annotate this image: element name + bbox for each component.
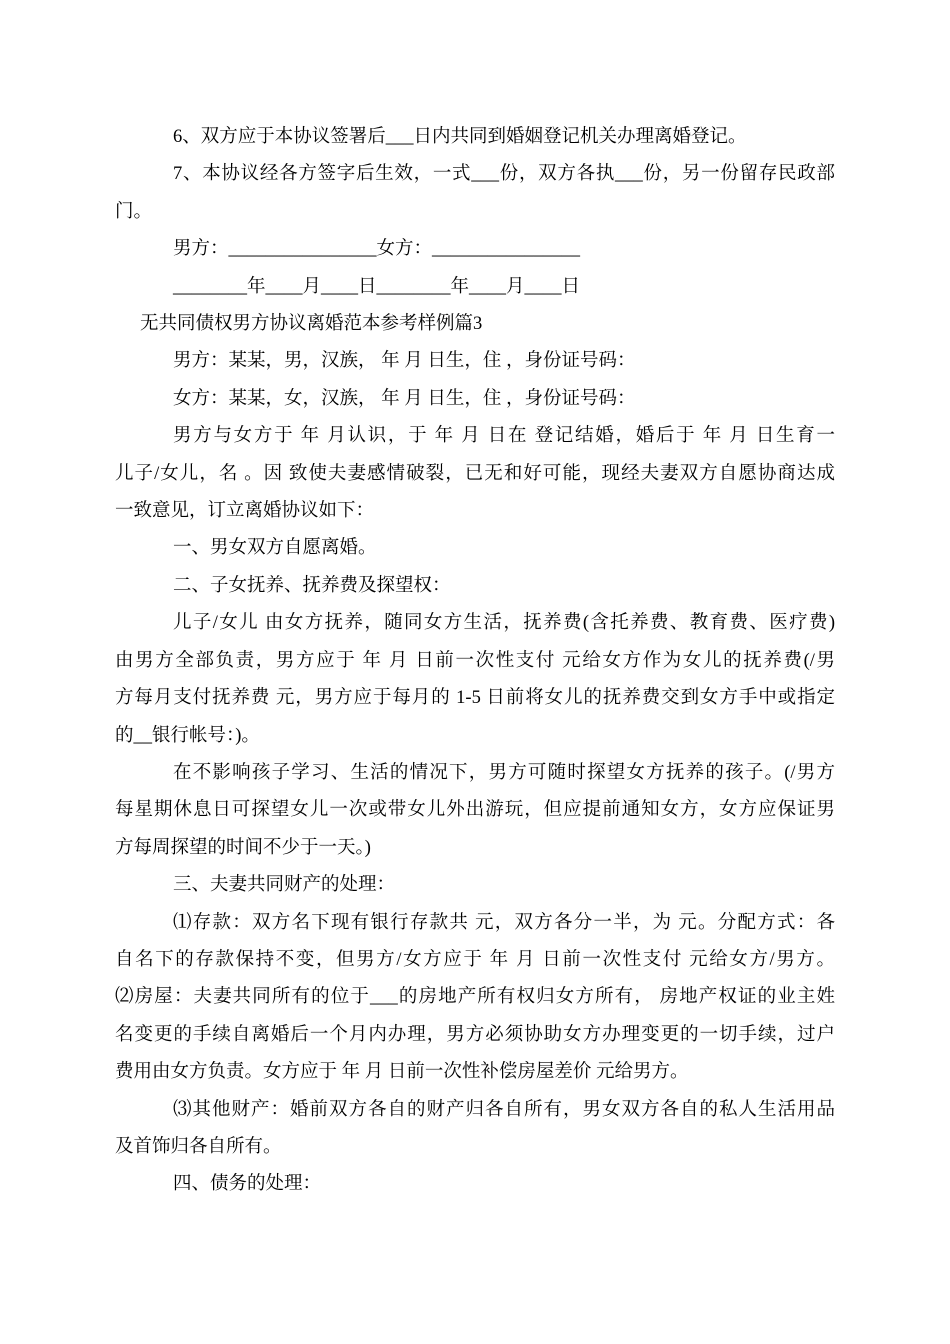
article-3-heading: 三、夫妻共同财产的处理：: [173, 875, 396, 896]
article-1: [115, 530, 835, 567]
document-body: [115, 119, 835, 1204]
article-3-para-3-line-1: ⑶其他财产：婚前双方各自的财产归各自所有，男女双方各自的私人生活用品: [173, 1099, 835, 1120]
clause-7: [115, 156, 835, 231]
preamble: [115, 418, 835, 530]
article-3-para-1-line-2: 自名下的存款保持不变，但男方/女方应于 年 月 日前一次性支付 元给女方/男方。: [115, 949, 835, 970]
article-3: [115, 867, 835, 1166]
signature-date-line: ________年____月____日________年____月____日: [173, 276, 581, 297]
party-female: 女方：某某，女，汉族， 年 月 日生，住 ，身份证号码：: [173, 388, 636, 409]
preamble-line-2: 儿子/女儿，名 。因 致使夫妻感情破裂，已无和好可能，现经夫妻双方自愿协商达成: [115, 463, 835, 484]
article-2-para-1-line-4: 的__银行帐号：)。: [115, 725, 260, 746]
article-2-para-1-line-1: 儿子/女儿 由女方抚养，随同女方生活，抚养费(含托养费、教育费、医疗费): [173, 613, 835, 634]
article-2-para-visitation: [115, 755, 835, 867]
article-1-heading: 一、男女双方自愿离婚。: [173, 538, 377, 559]
clause-6-line-1: 6、双方应于本协议签署后___日内共同到婚姻登记机关办理离婚登记。: [173, 127, 747, 147]
article-3-para-housing: [115, 979, 835, 1091]
article-4-heading: 四、债务的处理：: [173, 1174, 322, 1195]
preamble-line-3: 一致意见，订立离婚协议如下：: [115, 501, 375, 522]
parties: [115, 343, 835, 418]
party-male: 男方：某某，男，汉族， 年 月 日生，住 ，身份证号码：: [173, 351, 636, 372]
article-2-para-2-line-2: 每星期休息日可探望女儿一次或带女儿外出游玩，但应提前通知女方，女方应保证男: [115, 800, 835, 821]
article-2-heading: 二、子女抚养、抚养费及探望权：: [173, 575, 451, 596]
article-2-para-2-line-1: 在不影响孩子学习、生活的情况下，男方可随时探望女方抚养的孩子。(/男方: [173, 762, 835, 783]
article-3-para-2-line-2: 名变更的手续自离婚后一个月内办理，男方必须协助女方办理变更的一切手续，过户: [115, 1024, 835, 1045]
article-2-para-1-line-2: 由男方全部负责，男方应于 年 月 日前一次性支付 元给女方作为女儿的抚养费(/男: [115, 650, 835, 671]
signature-block: [115, 231, 835, 306]
clause-7-line-1: 7、本协议经各方签字后生效，一式___份，双方各执___份，另一份留存民政部: [173, 164, 835, 185]
article-2-para-custody: [115, 605, 835, 755]
article-3-para-2-line-1: ⑵房屋：夫妻共同所有的位于___的房地产所有权归女方所有， 房地产权证的业主姓: [115, 987, 835, 1008]
signature-parties-line: 男方：________________女方：________________: [173, 239, 581, 260]
section-title: 无共同债权男方协议离婚范本参考样例篇3: [140, 314, 483, 335]
preamble-line-1: 男方与女方于 年 月认识，于 年 月 日在 登记结婚，婚后于 年 月 日生育一: [173, 426, 835, 447]
article-3-para-3-line-2: 及首饰归各自所有。: [115, 1136, 282, 1157]
article-3-para-1-line-1: ⑴存款：双方名下现有银行存款共 元，双方各分一半，为 元。分配方式：各: [173, 912, 835, 933]
article-2-para-2-line-3: 方每周探望的时间不少于一天。): [115, 837, 371, 858]
article-4: [115, 1166, 835, 1203]
clause-7-line-2: 门。: [115, 201, 153, 222]
article-3-para-other-property: [115, 1092, 835, 1167]
article-2-para-1-line-3: 方每月支付抚养费 元，男方应于每月的 1-5 日前将女儿的抚养费交到女方手中或指定: [115, 688, 835, 709]
article-3-para-2-line-3: 费用由女方负责。女方应于 年 月 日前一次性补偿房屋差价 元给男方。: [115, 1062, 689, 1083]
article-2: [115, 568, 835, 867]
clause-6: [115, 119, 835, 156]
article-3-para-savings: [115, 905, 835, 980]
